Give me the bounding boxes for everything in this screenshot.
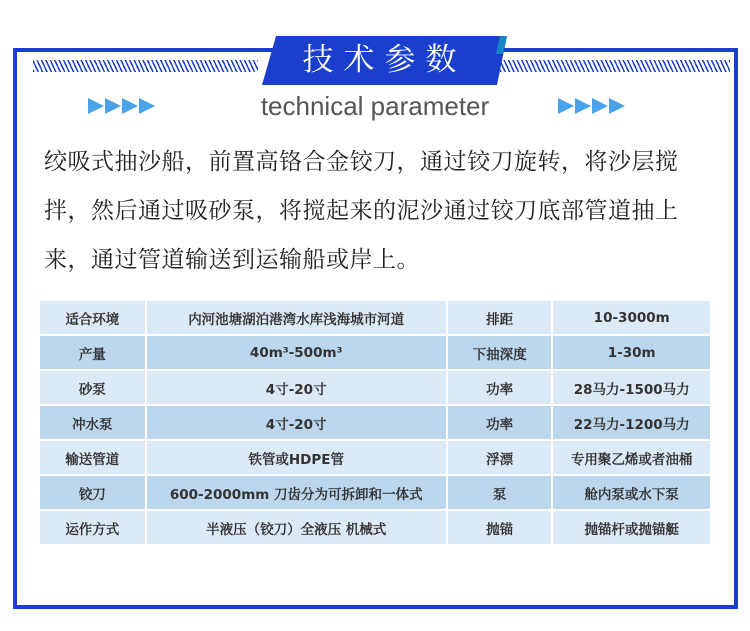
param-label: 冲水泵	[39, 405, 146, 440]
param-label: 砂泵	[39, 370, 146, 405]
hatch-decoration-left	[33, 60, 258, 72]
description: 绞吸式抽沙船，前置高铬合金铰刀，通过铰刀旋转，将沙层搅拌，然后通过吸砂泵，将搅起来的泥沙通过铰刀底部管道抽上来，通过管道输送到运输船或岸上。	[44, 149, 679, 273]
parameter-table	[38, 299, 712, 546]
param-value: 28马力-1500马力	[552, 370, 711, 405]
param-label: 输送管道	[39, 440, 146, 475]
table-row	[39, 335, 711, 370]
table-row	[39, 370, 711, 405]
param-label: 铰刀	[39, 475, 146, 510]
param-value: 专用聚乙烯或者油桶	[552, 440, 711, 475]
table-row	[39, 405, 711, 440]
param-value: 内河池塘湖泊港湾水库浅海城市河道	[146, 300, 447, 335]
param-value: 4寸-20寸	[146, 405, 447, 440]
param-label: 功率	[447, 370, 553, 405]
param-label: 泵	[447, 475, 553, 510]
param-label: 产量	[39, 335, 146, 370]
param-value: 600-2000mm 刀齿分为可拆卸和一体式	[146, 475, 447, 510]
param-label: 排距	[447, 300, 553, 335]
hatch-decoration-right	[500, 60, 730, 72]
param-value: 抛锚杆或抛锚艇	[552, 510, 711, 545]
subtitle: technical parameter	[260, 91, 490, 121]
title-tab	[262, 36, 507, 85]
table-row	[39, 510, 711, 545]
table-row	[39, 300, 711, 335]
param-value: 铁管或HDPE管	[146, 440, 447, 475]
param-label: 运作方式	[39, 510, 146, 545]
param-value: 22马力-1200马力	[552, 405, 711, 440]
param-value: 10-3000m	[552, 300, 711, 335]
param-label: 浮漂	[447, 440, 553, 475]
table-row	[39, 440, 711, 475]
param-label: 适合环境	[39, 300, 146, 335]
param-label: 抛锚	[447, 510, 553, 545]
param-label: 下抽深度	[447, 335, 553, 370]
param-value: 40m³-500m³	[146, 335, 447, 370]
param-value: 4寸-20寸	[146, 370, 447, 405]
param-value: 舱内泵或水下泵	[552, 475, 711, 510]
param-label: 功率	[447, 405, 553, 440]
param-value: 1-30m	[552, 335, 711, 370]
table-row	[39, 475, 711, 510]
page-title: 技术参数	[302, 42, 467, 78]
param-value: 半液压（铰刀）全液压 机械式	[146, 510, 447, 545]
